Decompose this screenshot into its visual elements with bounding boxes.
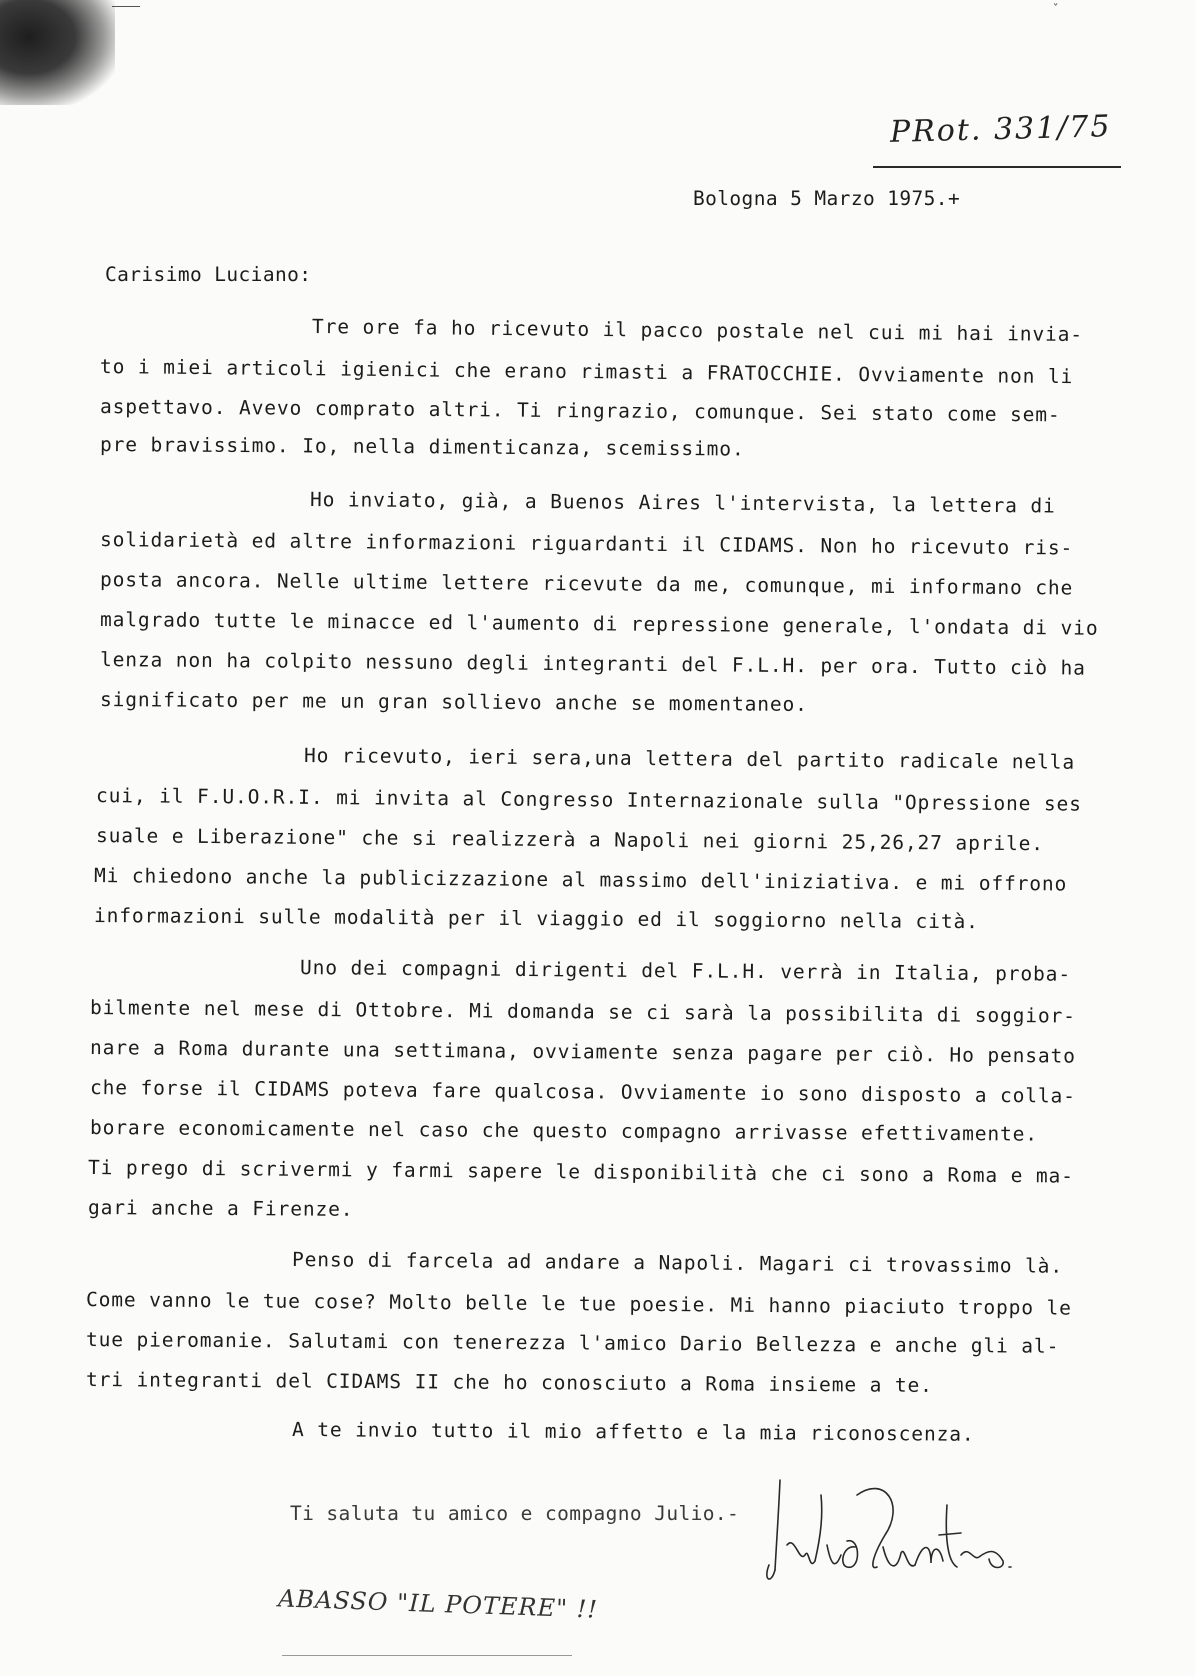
- letter-signoff: Ti saluta tu amico e compagno Julio.-: [290, 1502, 740, 1525]
- letter-line: borare economicamente nel caso che questo compagno arrivasse efettivamente.: [89, 1116, 1039, 1146]
- letter-line: lenza non ha colpito nessuno degli integranti del F.L.H. per ora. Tutto ciò ha: [99, 648, 1086, 680]
- letter-line: malgrado tutte le minacce ed l'aumento di repressione generale, l'ondata di vio: [99, 608, 1099, 640]
- letter-line: Tre ore fa ho ricevuto il pacco postale nel cui mi hai invia-: [311, 315, 1084, 347]
- letter-date: Bologna 5 Marzo 1975.+: [693, 187, 961, 210]
- letter-line: cui, il F.U.O.R.I. mi invita al Congresso Internazionale sulla "Opressione ses: [95, 784, 1082, 816]
- scan-top-mark: ˇ: [1052, 2, 1060, 16]
- letter-line: tue pieromanie. Salutami con tenerezza l'amico Dario Bellezza e anche gli al-: [85, 1328, 1060, 1358]
- scan-corner-mark: [112, 6, 140, 7]
- letter-line: Penso di farcela ad andare a Napoli. Magari ci trovassimo là.: [291, 1248, 1064, 1278]
- protocol-underline: [873, 166, 1121, 168]
- letter-line: informazioni sulle modalità per il viaggio ed il soggiorno nella cità.: [93, 904, 979, 934]
- letter-line: Ti prego di scrivermi y farmi sapere le disponibilità che ci sono a Roma e ma-: [87, 1156, 1074, 1188]
- letter-line: posta ancora. Nelle ultime lettere ricevute da me, comunque, mi informano che: [99, 568, 1074, 600]
- handwritten-note-rule: [282, 1655, 572, 1656]
- letter-line: Come vanno le tue cose? Molto belle le tue poesie. Mi hanno piaciuto troppo le: [85, 1288, 1072, 1320]
- handwritten-signature: [765, 1475, 1025, 1625]
- handwritten-note: ABASSO "IL POTERE" !!: [277, 1584, 599, 1624]
- letter-line: to i miei articoli igienici che erano rimasti a FRATOCCHIE. Ovviamente non li: [99, 355, 1074, 389]
- letter-line: pre bravissimo. Io, nella dimenticanza, scemissimo.: [99, 433, 745, 461]
- letter-line: significato per me un gran sollievo anche se momentaneo.: [99, 688, 808, 716]
- letter-line: gari anche a Firenze.: [87, 1196, 354, 1221]
- letter-line: bilmente nel mese di Ottobre. Mi domanda se ci sarà la possibilita di soggior-: [89, 996, 1076, 1028]
- scan-corner-smudge: [0, 0, 115, 105]
- letter-line: nare a Roma durante una settimana, ovviamente senza pagare per ciò. Ho pensato: [89, 1036, 1076, 1068]
- letter-line: Ho inviato, già, a Buenos Aires l'intervista, la lettera di: [309, 488, 1056, 518]
- letter-line: suale e Liberazione" che si realizzerà a Napoli nei giorni 25,26,27 aprile.: [95, 824, 1045, 856]
- letter-line: Mi chiedono anche la publicizzazione al massimo dell'iniziativa. e mi offrono: [93, 864, 1068, 896]
- letter-line: aspettavo. Avevo comprato altri. Ti ringrazio, comunque. Sei stato come sem-: [99, 395, 1061, 427]
- letter-salutation: Carisimo Luciano:: [105, 263, 312, 286]
- letter-line: che forse il CIDAMS poteva fare qualcosa. Ovviamente io sono disposto a colla-: [89, 1076, 1076, 1108]
- letter-line: A te invio tutto il mio affetto e la mia riconoscenza.: [291, 1418, 975, 1446]
- letter-line: solidarietà ed altre informazioni riguardanti il CIDAMS. Non ho ricevuto ris-: [99, 528, 1074, 560]
- letter-line: tri integranti del CIDAMS II che ho conosciuto a Roma insieme a te.: [85, 1368, 933, 1397]
- protocol-number: PRot. 331/75: [889, 109, 1112, 150]
- letter-line: Ho ricevuto, ieri sera,una lettera del partito radicale nella: [303, 744, 1076, 774]
- letter-line: Uno dei compagni dirigenti del F.L.H. verrà in Italia, proba-: [299, 956, 1072, 986]
